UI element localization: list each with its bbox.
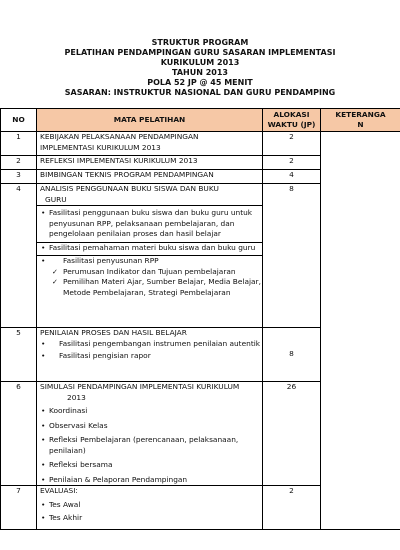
list-item: • Tes Awal	[37, 500, 262, 511]
header-line-3: KURIKULUM 2013	[160, 58, 240, 67]
row-number: 2	[1, 156, 37, 170]
list-item: • Fasilitasi penyusunan RPP	[37, 256, 262, 267]
row-content	[37, 184, 263, 328]
row-jp: 8	[263, 184, 321, 328]
list-item: • Refleksi Pembelajaran (perencanaan, pelaksanaan, penilaian)	[37, 435, 262, 456]
row-title-line1: REFLEKSI IMPLEMENTASI KURIKULUM 2013	[40, 156, 198, 165]
row-number: 3	[1, 170, 37, 184]
row-title	[37, 132, 263, 156]
list-item: • Fasilitasi pengembangan instrumen penilaian autentik	[37, 339, 262, 350]
list-item: • Observasi Kelas	[37, 421, 262, 432]
row-title-line1: EVALUASI:	[40, 486, 78, 495]
program-structure-table	[0, 108, 400, 530]
row-jp: 4	[263, 170, 321, 184]
header-line-4: TAHUN 2013	[172, 68, 228, 77]
row-title	[37, 170, 263, 184]
row-content	[37, 382, 263, 486]
row-content	[37, 486, 263, 530]
header-line-1: STRUKTUR PROGRAM	[151, 38, 249, 47]
header-alokasi	[263, 109, 321, 132]
list-item: • Fasilitasi pemahaman materi buku siswa dan buku guru	[37, 243, 262, 254]
row-number: 4	[1, 184, 37, 328]
document-header	[0, 38, 400, 98]
checklist-item: ✓ Perumusan Indikator dan Tujuan pembelajaran	[37, 267, 262, 278]
header-ket-line1: KETERANGA	[335, 109, 386, 119]
header-alokasi-line1: ALOKASI	[273, 109, 310, 119]
row-title-line1: ANALISIS PENGGUNAAN BUKU SISWA DAN BUKU	[40, 184, 219, 193]
header-line-2: PELATIHAN PENDAMPINGAN GURU SASARAN IMPLEMENTASI	[64, 48, 336, 57]
row-title-line1: PENILAIAN PROSES DAN HASIL BELAJAR	[40, 328, 187, 337]
list-item: • Penilaian & Pelaporan Pendampingan	[37, 475, 262, 486]
list-item: • Refleksi bersama	[37, 460, 262, 471]
header-materi: MATA PELATIHAN	[37, 109, 263, 132]
header-ket-line2: N	[357, 120, 364, 129]
header-line-6: SASARAN: INSTRUKTUR NASIONAL DAN GURU PENDAMPING	[64, 88, 336, 97]
row-jp: 2	[263, 156, 321, 170]
row-number: 5	[1, 328, 37, 382]
row-keterangan	[321, 132, 400, 530]
row-number: 1	[1, 132, 37, 156]
row-title	[37, 156, 263, 170]
checklist-item: ✓ Pemilihan Materi Ajar, Sumber Belajar, Media Belajar, Metode Pembelajaran, Strategi Pembelajaran	[37, 277, 262, 298]
row-title-line2: GURU	[45, 194, 67, 204]
row-jp: 2	[263, 132, 321, 156]
row-number: 6	[1, 382, 37, 486]
row-jp: 26	[263, 382, 321, 486]
list-item: • Fasilitasi pengisian rapor	[37, 351, 262, 362]
list-item: • Fasilitasi penggunaan buku siswa dan buku guru untuk penyusunan RPP, pelaksanaan pembelajaran, dan pengelolaan penilaian proses dan hasil belajar	[37, 208, 262, 240]
row-title-line2: IMPLEMENTASI KURIKULUM 2013	[40, 142, 161, 152]
row-title-line1: BIMBINGAN TEKNIS PROGRAM PENDAMPINGAN	[40, 170, 214, 179]
row-title-line2: 2013	[67, 392, 86, 402]
row-number: 7	[1, 486, 37, 530]
table-header-row	[1, 109, 400, 132]
table-row	[1, 132, 400, 156]
row-title-line1: KEBIJAKAN PELAKSANAAN PENDAMPINGAN	[40, 132, 199, 141]
row-title-line1: SIMULASI PENDAMPINGAN IMPLEMENTASI KURIKULUM	[40, 382, 240, 391]
row-jp: 2	[263, 486, 321, 530]
row-jp: 8	[263, 328, 321, 382]
header-no: NO	[1, 109, 37, 132]
list-item: • Koordinasi	[37, 406, 262, 417]
header-keterangan	[321, 109, 400, 132]
header-alokasi-line2: WAKTU (JP)	[267, 120, 316, 129]
list-item: • Tes Akhir	[37, 513, 262, 524]
row-content	[37, 328, 263, 382]
header-line-5: POLA 52 JP @ 45 MENIT	[147, 78, 253, 87]
